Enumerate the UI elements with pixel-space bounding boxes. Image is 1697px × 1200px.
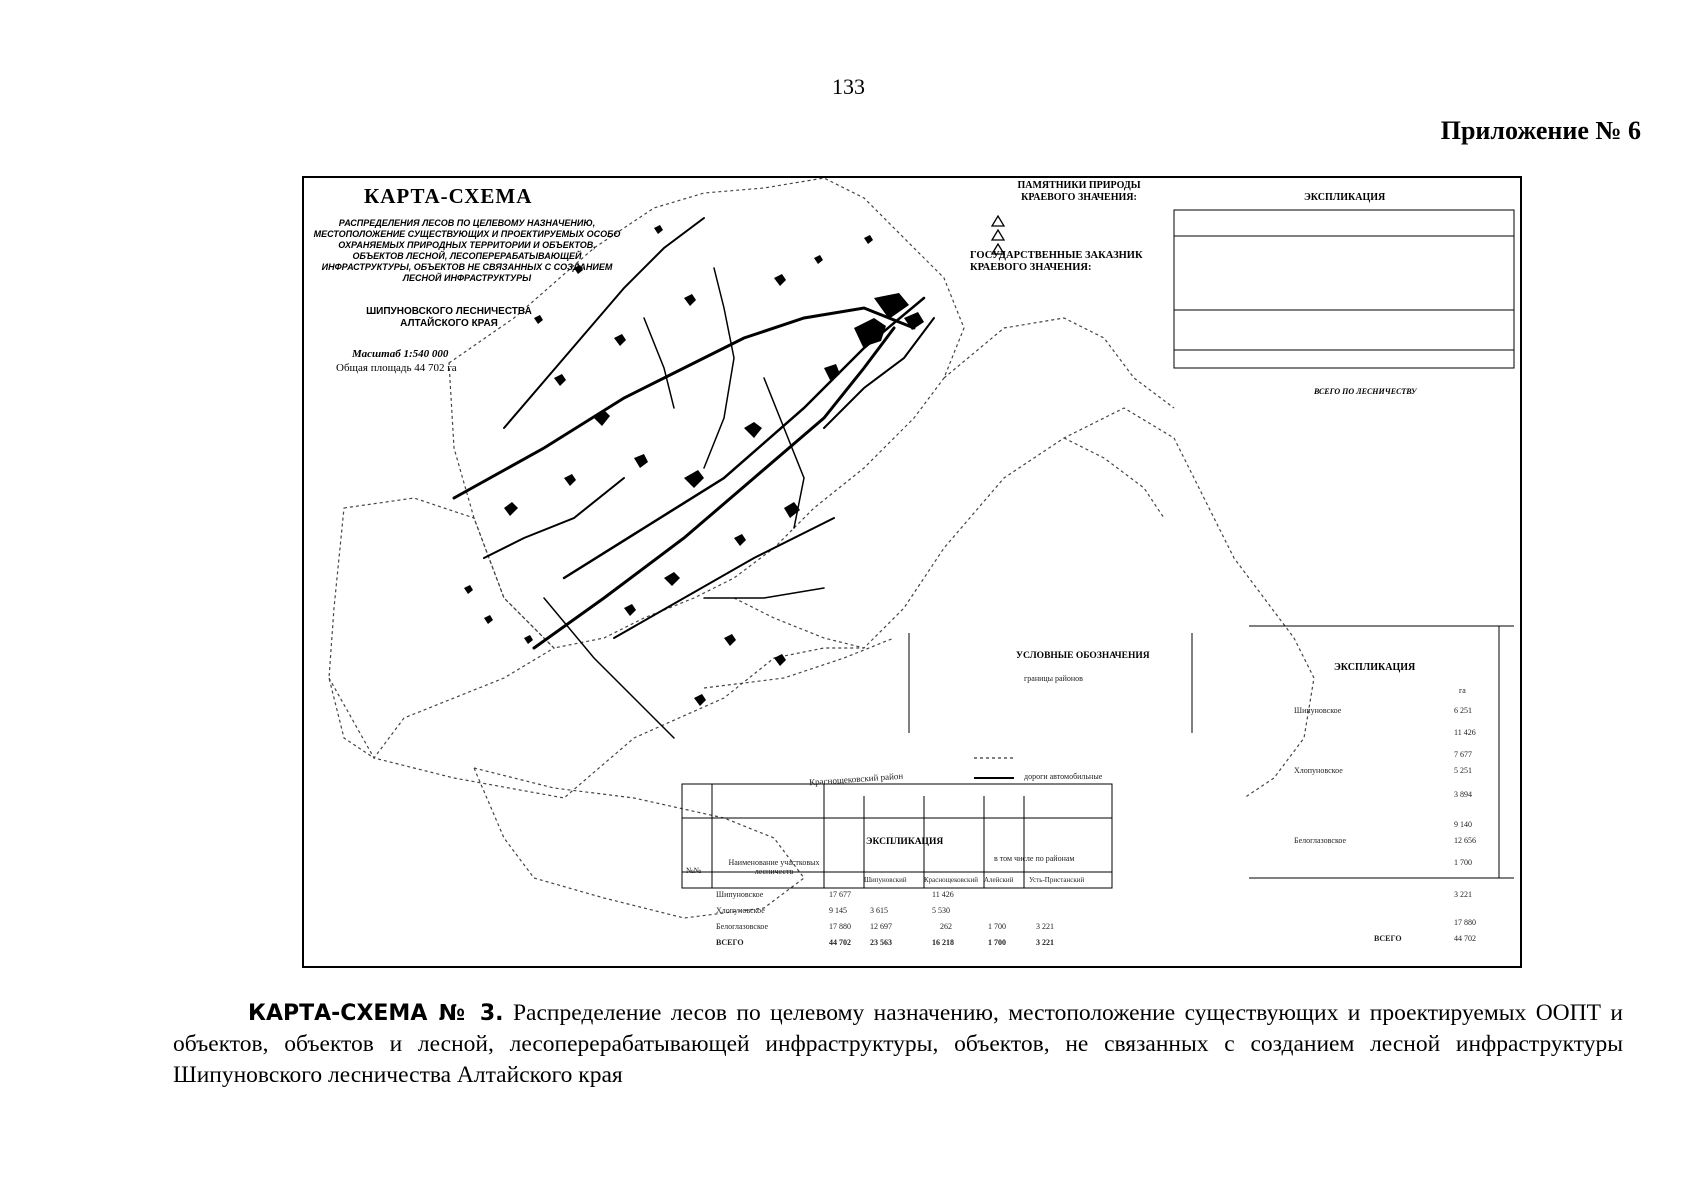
explication-bottom-district: Краснощековский [924,876,978,884]
explication-right-name: Хлопуновское [1294,766,1343,775]
explication-right-total-label: ВСЕГО [1374,934,1402,943]
cell-total: 17 880 [829,922,851,931]
explication-bottom-title: ЭКСПЛИКАЦИЯ [866,837,944,847]
cell-name: Хлопуновское [716,906,765,915]
cell-d2: 11 426 [932,890,954,899]
cell-d2: 262 [940,922,952,931]
explication-right-name: Белоглазовское [1294,836,1347,845]
forest-patches [464,225,924,706]
cell-name: Белоглазовское [716,922,769,931]
explication-right-value: 9 140 [1454,820,1472,829]
map-total-area: Общая площадь 44 702 га [336,362,457,374]
explication-bottom-col-group: в том числе по районам [994,854,1075,863]
cell-d2: 16 218 [932,938,954,947]
explication-right-value: 11 426 [1454,728,1476,737]
explication-right-value: 3 894 [1454,790,1472,799]
legend-symbols [974,758,1014,778]
page-number: 133 [832,74,865,99]
explication-right-value: 3 221 [1454,890,1472,899]
explication-right-name: Шипуновское [1294,706,1342,715]
cell-d4: 3 221 [1036,922,1054,931]
cell-d1: 3 615 [870,906,888,915]
explication-right-total-value: 44 702 [1454,934,1476,943]
explication-right-title: ЭКСПЛИКАЦИЯ [1334,662,1416,673]
explication-right-value: 5 251 [1454,766,1472,775]
explication-bottom-col-name: Наименование участковых лесничеств [728,858,820,876]
explication-right-value: 6 251 [1454,706,1472,715]
cell-total: 44 702 [829,938,851,947]
caption-bold: КАРТА-СХЕМА № 3. [248,1001,504,1026]
reserve-title: ГОСУДАРСТВЕННЫЕ ЗАКАЗНИК КРАЕВОГО ЗНАЧЕНИЯ: [970,250,1143,273]
cell-d1: 23 563 [870,938,892,947]
cell-d1: 12 697 [870,922,892,931]
map-scale: Масштаб 1:540 000 [352,348,449,360]
district-boundaries [329,178,1314,918]
explication-right-value: 12 656 [1454,836,1476,845]
map-scheme [302,176,1522,968]
explication-top-title: ЭКСПЛИКАЦИЯ [1304,192,1386,203]
cell-d2: 5 530 [932,906,950,915]
explication-right-value: 1 700 [1454,858,1472,867]
explication-bottom-district: Алейский [984,876,1014,884]
cell-d3: 1 700 [988,938,1006,947]
cell-d3: 1 700 [988,922,1006,931]
legend-item-roads: дороги автомобильные [1024,772,1103,781]
cell-name: Шипуновское [716,890,764,899]
cell-total: 9 145 [829,906,847,915]
legend-title: УСЛОВНЫЕ ОБОЗНАЧЕНИЯ [1016,651,1150,661]
appendix-label: Приложение № 6 [1440,116,1641,145]
nature-monuments-title: ПАМЯТНИКИ ПРИРОДЫ КРАЕВОГО ЗНАЧЕНИЯ: [1017,180,1141,203]
cell-d4: 3 221 [1036,938,1054,947]
map-title: КАРТА-СХЕМА [364,184,533,208]
explication-bottom-district: Усть-Пристанский [1029,876,1085,884]
explication-bottom-col-num: №№ [686,866,702,875]
explication-top-total: ВСЕГО ПО ЛЕСНИЧЕСТВУ [1314,387,1417,396]
district-label: Краснощековский район [808,770,904,788]
explication-right-value: 17 880 [1454,918,1476,927]
cell-total: 17 677 [829,890,851,899]
explication-right-value: 7 677 [1454,750,1472,759]
explication-bottom-district: Шипуновский [864,876,907,884]
map-forestry: ШИПУНОВСКОГО ЛЕСНИЧЕСТВА АЛТАЙСКОГО КРАЯ [366,306,532,329]
monument-symbols [992,216,1004,254]
map-caption [173,998,1623,1091]
caption-text: Распределение лесов по целевому назначению, местоположение существующих и проектируемых ООПТ и объектов, объектов и лесной, лесоперерабатывающей инфраструктуры, объектов, не связанных с созданием лесной инфраструктуры Шипуновского лесничества Алтайского края [173,1000,1623,1088]
cell-name: ВСЕГО [716,938,744,947]
legend-item-boundaries: границы районов [1024,674,1083,683]
map-subtitle: РАСПРЕДЕЛЕНИЯ ЛЕСОВ ПО ЦЕЛЕВОМУ НАЗНАЧЕНИЮ, МЕСТОПОЛОЖЕНИЕ СУЩЕСТВУЮЩИХ И ПРОЕКТИРУЕМЫХ ОСОБО ОХРАНЯЕМЫХ ПРИРОДНЫХ ТЕРРИТОРИИ И ОБЪЕКТОВ, ОБЪЕКТОВ ЛЕСНОЙ, ЛЕСОПЕРЕРАБАТЫВАЮЩЕЙ ИНФРАСТРУКТУРЫ, ОБЪЕКТОВ НЕ СВЯЗАННЫХ С СОЗДАНИЕМ ЛЕСНОЙ ИНФРАСТРУКТУРЫ [313,218,621,283]
explication-right-unit: га [1459,686,1466,695]
table-frames [682,210,1514,888]
